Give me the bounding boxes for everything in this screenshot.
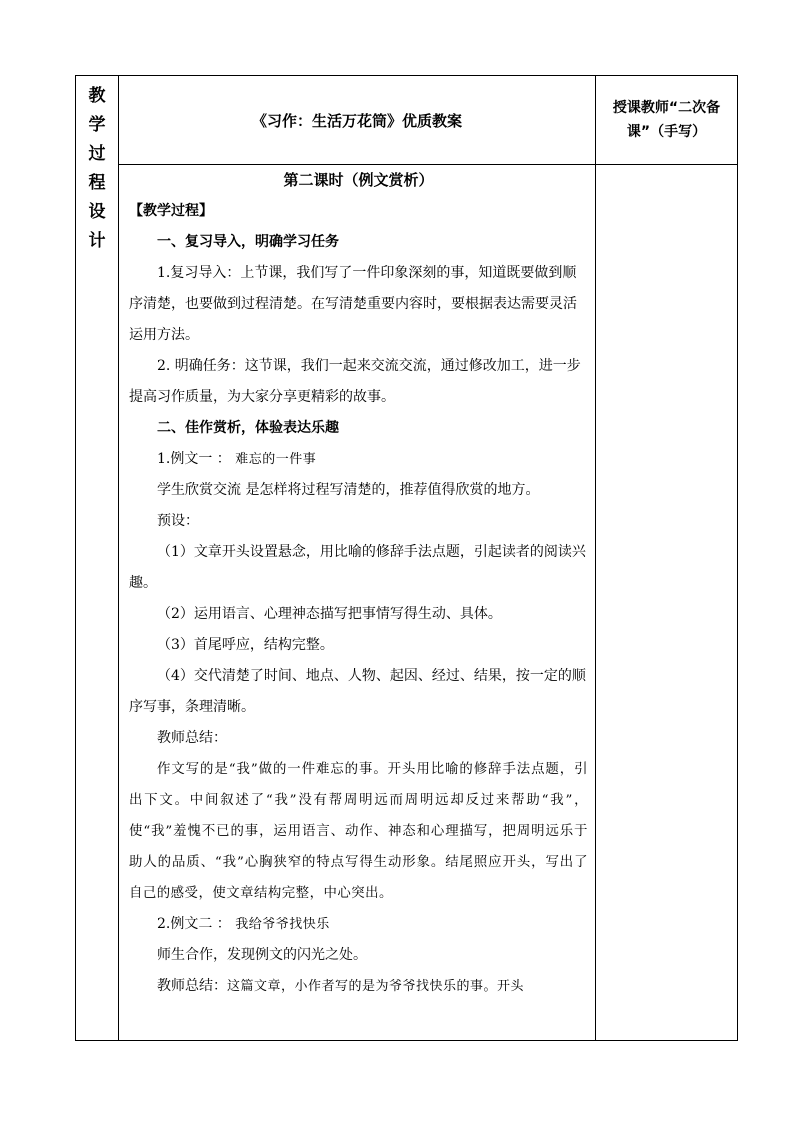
title-cell xyxy=(119,76,596,165)
teacher-summary-label: 教师总结： xyxy=(157,730,227,746)
summary2-label: 教师总结： xyxy=(157,978,227,994)
lesson-subtitle: 第二课时（例文赏析） xyxy=(283,171,434,189)
teacher-summary-2 xyxy=(129,971,588,1002)
example2-line xyxy=(129,909,588,940)
content-cell xyxy=(119,165,596,1041)
side-label: 教学过程设计 xyxy=(88,86,106,251)
example1-task: 学生欣赏交流 是怎样将过程写清楚的，推荐值得欣赏的地方。 xyxy=(157,482,540,498)
side-label-cell xyxy=(76,76,119,1041)
preset-4: （4）交代清楚了时间、地点、人物、起因、经过、结果，按一定的顺序写事，条理清晰。 xyxy=(129,668,586,715)
part1-review: 1.复习导入：上节课，我们写了一件印象深刻的事，知道既要做到顺序清楚，也要做到过程清楚。在写清楚重要内容时，要根据表达需要灵活运用方法。 xyxy=(129,265,577,343)
lesson-plan-table xyxy=(75,75,738,1041)
notes-cell xyxy=(596,165,738,1041)
preset-1: （1）文章开头设置悬念，用比喻的修辞手法点题，引起读者的阅读兴趣。 xyxy=(129,544,586,591)
example1-prefix: 1.例文一 ： xyxy=(157,451,231,467)
section-label: 【教学过程】 xyxy=(129,203,213,219)
example2-title: 我给爷爷找快乐 xyxy=(235,917,330,932)
part1-task: 2. 明确任务：这节课，我们一起来交流交流，通过修改加工，进一步提高习作质量，为大家分享更精彩的故事。 xyxy=(129,358,581,405)
document-title: 《习作：生活万花筒》优质教案 xyxy=(251,111,462,130)
example2-prefix: 2.例文二 ： xyxy=(157,916,231,932)
lesson-content xyxy=(119,165,595,1002)
part1-heading: 一、复习导入，明确学习任务 xyxy=(157,234,339,250)
preset-2: （2）运用语言、心理神态描写把事情写得生动、具体。 xyxy=(157,606,502,622)
example1-line xyxy=(129,444,588,475)
summary2-text: 这篇文章，小作者写的是为爷爷找快乐的事。开头 xyxy=(227,979,525,994)
preset-label: 预设： xyxy=(157,513,199,529)
part2-heading: 二、佳作赏析，体验表达乐趣 xyxy=(157,420,339,436)
teacher-summary-1: 作文写的是“我”做的一件难忘的事。开头用比喻的修辞手法点题，引出下文。中间叙述了“我”没有帮周明远而周明远却反过来帮助“我”，使“我”羞愧不已的事，运用语言、动作、神态和心理描写，把周明远乐于助人的品质、“我”心胸狭窄的特点写得生动形象。结尾照应开头，写出了自己的感受，使文章结构完整，中心突出。 xyxy=(129,762,588,901)
preset-3: （3）首尾呼应，结构完整。 xyxy=(157,637,334,653)
example1-title: 难忘的一件事 xyxy=(235,452,317,467)
note-header: 授课教师“二次备课”（手写） xyxy=(596,76,738,165)
example2-task: 师生合作，发现例文的闪光之处。 xyxy=(157,947,367,963)
